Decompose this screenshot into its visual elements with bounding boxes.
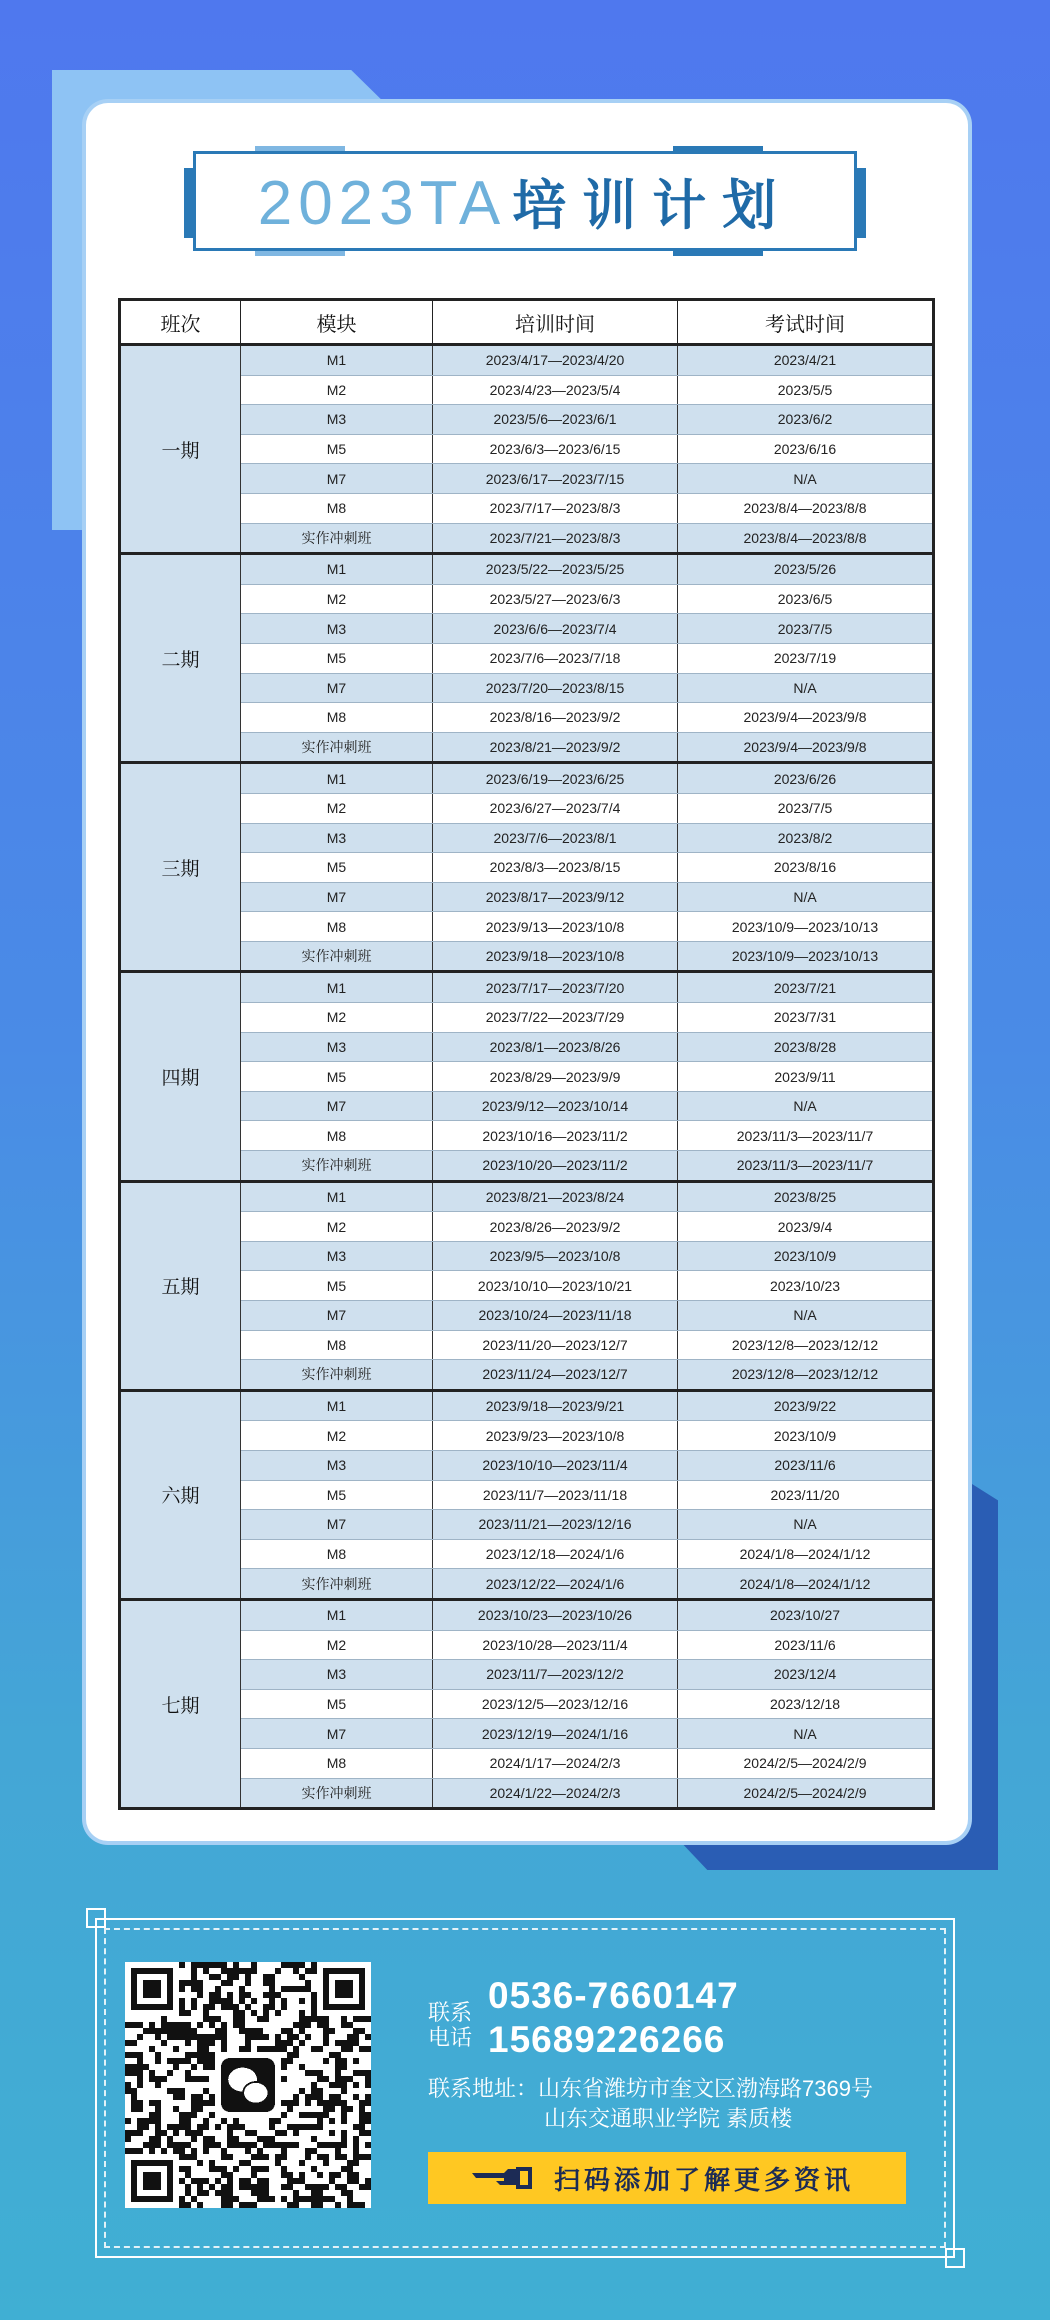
exam-time-cell: 2023/10/27 bbox=[678, 1599, 934, 1630]
training-time-cell: 2023/12/19—2024/1/16 bbox=[433, 1719, 678, 1749]
exam-time-cell: 2023/10/9 bbox=[678, 1241, 934, 1271]
training-schedule-table bbox=[118, 298, 935, 1810]
table-row bbox=[120, 584, 934, 614]
module-cell: M5 bbox=[241, 1062, 433, 1092]
table-row bbox=[120, 1390, 934, 1421]
period-cell: 三期 bbox=[120, 763, 241, 972]
exam-time-cell: 2023/10/9—2023/10/13 bbox=[678, 912, 934, 942]
module-cell: 实作冲刺班 bbox=[241, 1569, 433, 1600]
training-time-cell: 2023/8/29—2023/9/9 bbox=[433, 1062, 678, 1092]
training-time-cell: 2023/5/6—2023/6/1 bbox=[433, 405, 678, 435]
table-row bbox=[120, 763, 934, 794]
table-row bbox=[120, 673, 934, 703]
exam-time-cell: 2023/6/16 bbox=[678, 434, 934, 464]
training-time-cell: 2023/7/20—2023/8/15 bbox=[433, 673, 678, 703]
module-cell: M1 bbox=[241, 345, 433, 376]
module-cell: M7 bbox=[241, 464, 433, 494]
module-cell: M2 bbox=[241, 1212, 433, 1242]
module-cell: M3 bbox=[241, 405, 433, 435]
module-cell: M2 bbox=[241, 375, 433, 405]
module-cell: M2 bbox=[241, 1630, 433, 1660]
table-row bbox=[120, 823, 934, 853]
table-row bbox=[120, 614, 934, 644]
training-time-cell: 2023/11/7—2023/11/18 bbox=[433, 1480, 678, 1510]
exam-time-cell: 2023/7/5 bbox=[678, 793, 934, 823]
module-cell: 实作冲刺班 bbox=[241, 1151, 433, 1182]
training-time-cell: 2023/9/23—2023/10/8 bbox=[433, 1421, 678, 1451]
table-row bbox=[120, 703, 934, 733]
training-time-cell: 2023/8/1—2023/8/26 bbox=[433, 1032, 678, 1062]
module-cell: M2 bbox=[241, 584, 433, 614]
phone-numbers bbox=[488, 1974, 739, 2062]
table-row bbox=[120, 1003, 934, 1033]
module-cell: M7 bbox=[241, 1301, 433, 1331]
training-time-cell: 2023/8/21—2023/8/24 bbox=[433, 1181, 678, 1212]
table-row bbox=[120, 345, 934, 376]
module-cell: M1 bbox=[241, 1181, 433, 1212]
training-time-cell: 2023/10/20—2023/11/2 bbox=[433, 1151, 678, 1182]
training-time-cell: 2023/4/17—2023/4/20 bbox=[433, 345, 678, 376]
training-time-cell: 2023/5/22—2023/5/25 bbox=[433, 554, 678, 585]
page-title-main: 培训计划 bbox=[512, 175, 793, 236]
module-cell: M1 bbox=[241, 972, 433, 1003]
exam-time-cell: 2023/9/4 bbox=[678, 1212, 934, 1242]
training-time-cell: 2023/8/16—2023/9/2 bbox=[433, 703, 678, 733]
training-time-cell: 2023/6/19—2023/6/25 bbox=[433, 763, 678, 794]
table-row bbox=[120, 941, 934, 972]
training-time-cell: 2023/7/17—2023/7/20 bbox=[433, 972, 678, 1003]
table-row bbox=[120, 405, 934, 435]
table-row bbox=[120, 1539, 934, 1569]
training-time-cell: 2023/6/17—2023/7/15 bbox=[433, 464, 678, 494]
exam-time-cell: 2023/6/26 bbox=[678, 763, 934, 794]
training-time-cell: 2023/8/3—2023/8/15 bbox=[433, 853, 678, 883]
training-time-cell: 2023/7/6—2023/7/18 bbox=[433, 643, 678, 673]
table-row bbox=[120, 493, 934, 523]
module-cell: M3 bbox=[241, 1241, 433, 1271]
exam-time-cell: 2024/1/8—2024/1/12 bbox=[678, 1569, 934, 1600]
module-cell: 实作冲刺班 bbox=[241, 732, 433, 763]
training-time-cell: 2023/11/24—2023/12/7 bbox=[433, 1360, 678, 1391]
table-row bbox=[120, 375, 934, 405]
table-row bbox=[120, 853, 934, 883]
table-row bbox=[120, 1212, 934, 1242]
table-header-row bbox=[120, 300, 934, 345]
exam-time-cell: 2023/8/16 bbox=[678, 853, 934, 883]
exam-time-cell: 2023/5/5 bbox=[678, 375, 934, 405]
exam-time-cell: 2024/2/5—2024/2/9 bbox=[678, 1748, 934, 1778]
module-cell: M5 bbox=[241, 1271, 433, 1301]
corner-decor bbox=[86, 1908, 106, 1928]
exam-time-cell: N/A bbox=[678, 1091, 934, 1121]
module-cell: M5 bbox=[241, 643, 433, 673]
table-row bbox=[120, 1330, 934, 1360]
pointing-hand-icon bbox=[470, 2163, 534, 2193]
column-header-module: 模块 bbox=[241, 300, 433, 345]
exam-time-cell: N/A bbox=[678, 1301, 934, 1331]
address-line-1: 联系地址：山东省潍坊市奎文区渤海路7369号 bbox=[428, 2076, 873, 2101]
module-cell: 实作冲刺班 bbox=[241, 1778, 433, 1809]
training-time-cell: 2023/10/16—2023/11/2 bbox=[433, 1121, 678, 1151]
training-time-cell: 2023/6/3—2023/6/15 bbox=[433, 434, 678, 464]
module-cell: 实作冲刺班 bbox=[241, 523, 433, 554]
corner-decor bbox=[945, 2248, 965, 2268]
table-row bbox=[120, 1510, 934, 1540]
exam-time-cell: 2023/12/4 bbox=[678, 1660, 934, 1690]
training-time-cell: 2023/9/18—2023/10/8 bbox=[433, 941, 678, 972]
table-row bbox=[120, 1062, 934, 1092]
module-cell: M7 bbox=[241, 673, 433, 703]
exam-time-cell: 2023/9/4—2023/9/8 bbox=[678, 703, 934, 733]
training-time-cell: 2023/7/6—2023/8/1 bbox=[433, 823, 678, 853]
table-row bbox=[120, 1689, 934, 1719]
exam-time-cell: 2023/12/8—2023/12/12 bbox=[678, 1330, 934, 1360]
training-time-cell: 2023/11/20—2023/12/7 bbox=[433, 1330, 678, 1360]
period-cell: 五期 bbox=[120, 1181, 241, 1390]
exam-time-cell: 2023/7/19 bbox=[678, 643, 934, 673]
phone-number-mobile[interactable]: 15689226266 bbox=[488, 2019, 726, 2060]
exam-time-cell: 2023/6/2 bbox=[678, 405, 934, 435]
module-cell: M8 bbox=[241, 1330, 433, 1360]
module-cell: M8 bbox=[241, 912, 433, 942]
training-time-cell: 2023/8/17—2023/9/12 bbox=[433, 882, 678, 912]
module-cell: M7 bbox=[241, 1719, 433, 1749]
module-cell: M2 bbox=[241, 1421, 433, 1451]
module-cell: M2 bbox=[241, 793, 433, 823]
table-row bbox=[120, 1719, 934, 1749]
table-row bbox=[120, 434, 934, 464]
table-row bbox=[120, 1450, 934, 1480]
exam-time-cell: 2023/11/3—2023/11/7 bbox=[678, 1151, 934, 1182]
module-cell: 实作冲刺班 bbox=[241, 941, 433, 972]
training-time-cell: 2023/11/21—2023/12/16 bbox=[433, 1510, 678, 1540]
wechat-icon bbox=[221, 2058, 275, 2112]
table-row bbox=[120, 523, 934, 554]
period-cell: 六期 bbox=[120, 1390, 241, 1599]
phone-number-landline[interactable]: 0536-7660147 bbox=[488, 1975, 739, 2016]
scan-qr-banner[interactable] bbox=[428, 2152, 906, 2204]
page-title bbox=[258, 163, 793, 240]
table-row bbox=[120, 972, 934, 1003]
module-cell: M3 bbox=[241, 1032, 433, 1062]
module-cell: M1 bbox=[241, 554, 433, 585]
training-time-cell: 2023/7/22—2023/7/29 bbox=[433, 1003, 678, 1033]
page-title-frame bbox=[193, 151, 857, 251]
training-time-cell: 2023/11/7—2023/12/2 bbox=[433, 1660, 678, 1690]
module-cell: M7 bbox=[241, 1091, 433, 1121]
exam-time-cell: 2023/9/22 bbox=[678, 1390, 934, 1421]
module-cell: M5 bbox=[241, 1480, 433, 1510]
exam-time-cell: 2023/12/18 bbox=[678, 1689, 934, 1719]
module-cell: M3 bbox=[241, 823, 433, 853]
exam-time-cell: 2023/8/25 bbox=[678, 1181, 934, 1212]
training-time-cell: 2023/12/5—2023/12/16 bbox=[433, 1689, 678, 1719]
page-title-year: 2023TA bbox=[257, 168, 507, 238]
column-header-training-time: 培训时间 bbox=[433, 300, 678, 345]
exam-time-cell: N/A bbox=[678, 1719, 934, 1749]
period-cell: 四期 bbox=[120, 972, 241, 1181]
exam-time-cell: 2023/11/6 bbox=[678, 1630, 934, 1660]
table-row bbox=[120, 1301, 934, 1331]
table-row bbox=[120, 1599, 934, 1630]
table-row bbox=[120, 793, 934, 823]
module-cell: M5 bbox=[241, 853, 433, 883]
table-row bbox=[120, 643, 934, 673]
module-cell: M8 bbox=[241, 1121, 433, 1151]
training-time-cell: 2023/7/21—2023/8/3 bbox=[433, 523, 678, 554]
module-cell: 实作冲刺班 bbox=[241, 1360, 433, 1391]
table-row bbox=[120, 912, 934, 942]
exam-time-cell: 2023/10/9 bbox=[678, 1421, 934, 1451]
module-cell: M7 bbox=[241, 882, 433, 912]
table-row bbox=[120, 1480, 934, 1510]
training-time-cell: 2023/9/13—2023/10/8 bbox=[433, 912, 678, 942]
exam-time-cell: 2023/11/6 bbox=[678, 1450, 934, 1480]
table-row bbox=[120, 1569, 934, 1600]
period-cell: 七期 bbox=[120, 1599, 241, 1808]
exam-time-cell: 2023/12/8—2023/12/12 bbox=[678, 1360, 934, 1391]
table-row bbox=[120, 1241, 934, 1271]
exam-time-cell: N/A bbox=[678, 673, 934, 703]
table-row bbox=[120, 1181, 934, 1212]
training-time-cell: 2023/9/12—2023/10/14 bbox=[433, 1091, 678, 1121]
exam-time-cell: 2023/5/26 bbox=[678, 554, 934, 585]
period-cell: 二期 bbox=[120, 554, 241, 763]
module-cell: M2 bbox=[241, 1003, 433, 1033]
training-time-cell: 2023/8/26—2023/9/2 bbox=[433, 1212, 678, 1242]
training-time-cell: 2024/1/22—2024/2/3 bbox=[433, 1778, 678, 1809]
phone-label: 联系电话 bbox=[428, 2000, 473, 2050]
column-header-class: 班次 bbox=[120, 300, 241, 345]
exam-time-cell: 2023/6/5 bbox=[678, 584, 934, 614]
exam-time-cell: 2023/9/11 bbox=[678, 1062, 934, 1092]
table-row bbox=[120, 1091, 934, 1121]
training-time-cell: 2023/12/18—2024/1/6 bbox=[433, 1539, 678, 1569]
training-time-cell: 2023/8/21—2023/9/2 bbox=[433, 732, 678, 763]
module-cell: M5 bbox=[241, 434, 433, 464]
module-cell: M8 bbox=[241, 1539, 433, 1569]
table-row bbox=[120, 1630, 934, 1660]
exam-time-cell: N/A bbox=[678, 1510, 934, 1540]
table-row bbox=[120, 1778, 934, 1809]
exam-time-cell: 2023/7/21 bbox=[678, 972, 934, 1003]
table-row bbox=[120, 1121, 934, 1151]
exam-time-cell: 2023/11/3—2023/11/7 bbox=[678, 1121, 934, 1151]
table-row bbox=[120, 1032, 934, 1062]
training-time-cell: 2023/6/6—2023/7/4 bbox=[433, 614, 678, 644]
module-cell: M3 bbox=[241, 614, 433, 644]
table-row bbox=[120, 732, 934, 763]
exam-time-cell: 2023/4/21 bbox=[678, 345, 934, 376]
exam-time-cell: 2023/9/4—2023/9/8 bbox=[678, 732, 934, 763]
table-row bbox=[120, 882, 934, 912]
training-time-cell: 2024/1/17—2024/2/3 bbox=[433, 1748, 678, 1778]
training-time-cell: 2023/10/28—2023/11/4 bbox=[433, 1630, 678, 1660]
module-cell: M1 bbox=[241, 1599, 433, 1630]
exam-time-cell: 2023/8/4—2023/8/8 bbox=[678, 493, 934, 523]
training-time-cell: 2023/9/5—2023/10/8 bbox=[433, 1241, 678, 1271]
table-row bbox=[120, 1151, 934, 1182]
module-cell: M1 bbox=[241, 763, 433, 794]
exam-time-cell: N/A bbox=[678, 464, 934, 494]
training-time-cell: 2023/10/23—2023/10/26 bbox=[433, 1599, 678, 1630]
exam-time-cell: 2023/8/28 bbox=[678, 1032, 934, 1062]
training-time-cell: 2023/10/10—2023/11/4 bbox=[433, 1450, 678, 1480]
period-cell: 一期 bbox=[120, 345, 241, 554]
module-cell: M7 bbox=[241, 1510, 433, 1540]
module-cell: M8 bbox=[241, 703, 433, 733]
module-cell: M1 bbox=[241, 1390, 433, 1421]
qr-code-pattern bbox=[125, 1962, 371, 2208]
address bbox=[428, 2074, 948, 2134]
training-time-cell: 2023/6/27—2023/7/4 bbox=[433, 793, 678, 823]
training-time-cell: 2023/9/18—2023/9/21 bbox=[433, 1390, 678, 1421]
module-cell: M3 bbox=[241, 1660, 433, 1690]
module-cell: M5 bbox=[241, 1689, 433, 1719]
scan-qr-label: 扫码添加了解更多资讯 bbox=[554, 2164, 855, 2195]
training-time-cell: 2023/10/10—2023/10/21 bbox=[433, 1271, 678, 1301]
exam-time-cell: 2023/8/4—2023/8/8 bbox=[678, 523, 934, 554]
table-row bbox=[120, 554, 934, 585]
exam-time-cell: 2023/11/20 bbox=[678, 1480, 934, 1510]
table-row bbox=[120, 464, 934, 494]
exam-time-cell: 2023/10/9—2023/10/13 bbox=[678, 941, 934, 972]
exam-time-cell: 2024/1/8—2024/1/12 bbox=[678, 1539, 934, 1569]
training-time-cell: 2023/5/27—2023/6/3 bbox=[433, 584, 678, 614]
training-time-cell: 2023/4/23—2023/5/4 bbox=[433, 375, 678, 405]
module-cell: M8 bbox=[241, 1748, 433, 1778]
exam-time-cell: 2023/10/23 bbox=[678, 1271, 934, 1301]
table-row bbox=[120, 1660, 934, 1690]
exam-time-cell: N/A bbox=[678, 882, 934, 912]
training-time-cell: 2023/12/22—2024/1/6 bbox=[433, 1569, 678, 1600]
address-line-2: 山东交通职业学院 素质楼 bbox=[544, 2106, 793, 2131]
wechat-qr-code[interactable] bbox=[125, 1962, 371, 2208]
column-header-exam-time: 考试时间 bbox=[678, 300, 934, 345]
exam-time-cell: 2023/8/2 bbox=[678, 823, 934, 853]
table-row bbox=[120, 1421, 934, 1451]
exam-time-cell: 2023/7/31 bbox=[678, 1003, 934, 1033]
training-time-cell: 2023/7/17—2023/8/3 bbox=[433, 493, 678, 523]
module-cell: M8 bbox=[241, 493, 433, 523]
table-row bbox=[120, 1748, 934, 1778]
training-time-cell: 2023/10/24—2023/11/18 bbox=[433, 1301, 678, 1331]
exam-time-cell: 2024/2/5—2024/2/9 bbox=[678, 1778, 934, 1809]
exam-time-cell: 2023/7/5 bbox=[678, 614, 934, 644]
module-cell: M3 bbox=[241, 1450, 433, 1480]
table-body bbox=[120, 345, 934, 1809]
table-row bbox=[120, 1271, 934, 1301]
table-row bbox=[120, 1360, 934, 1391]
